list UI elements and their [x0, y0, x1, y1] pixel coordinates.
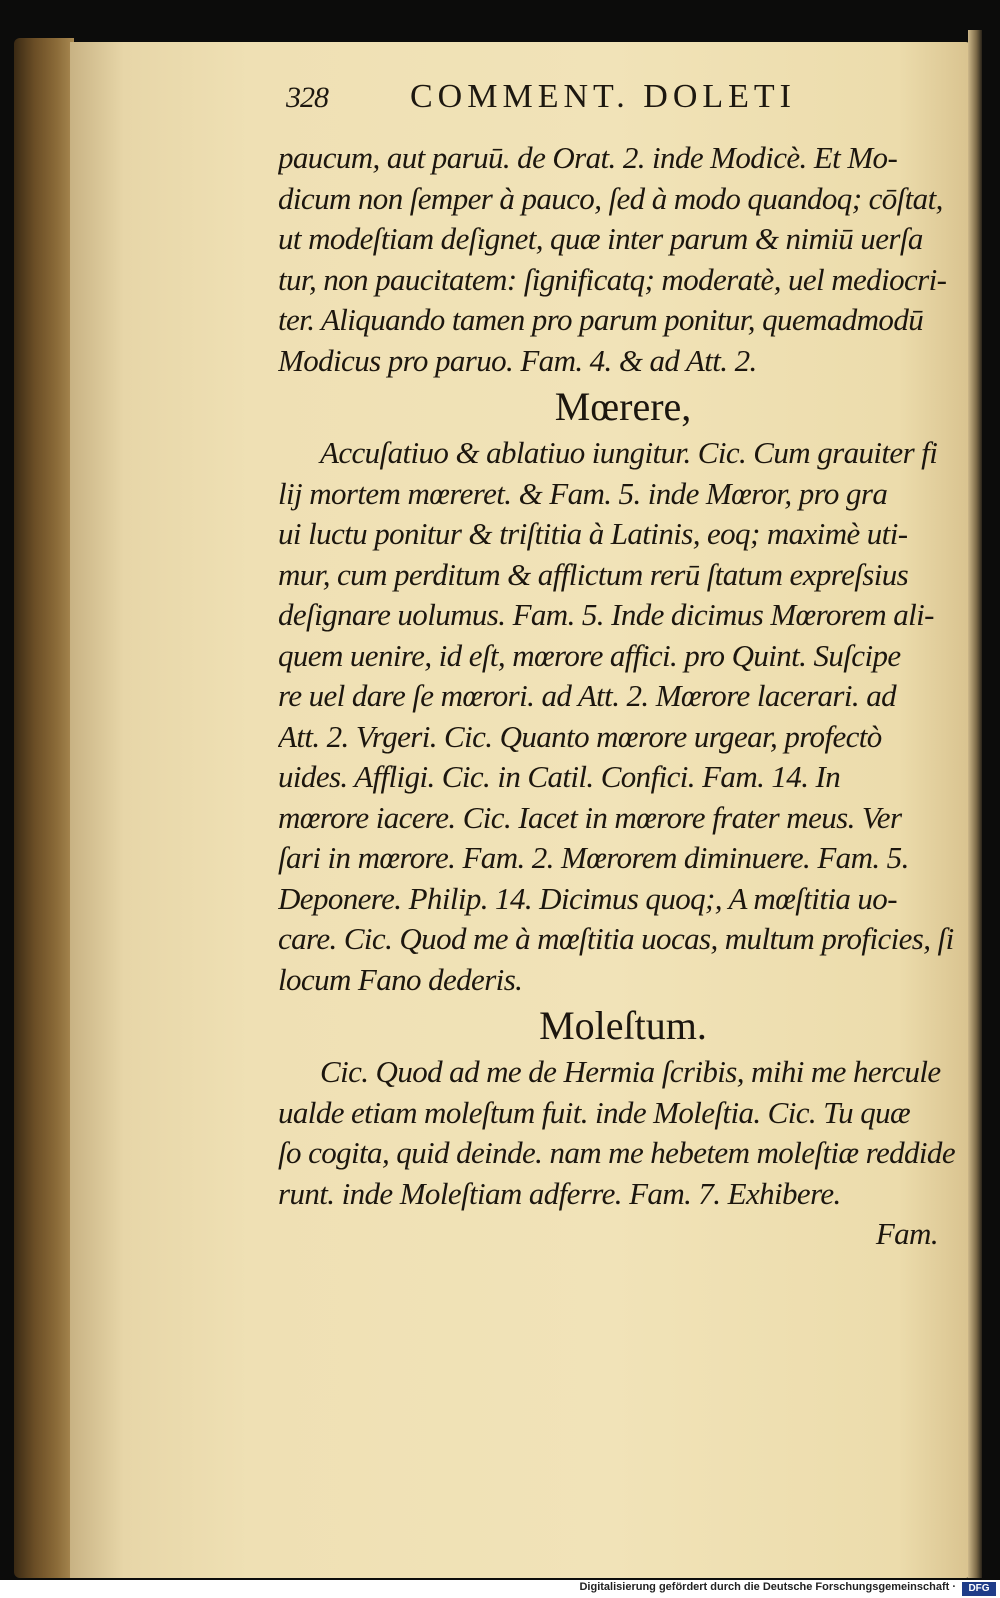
text-line: re uel dare ſe mœrori. ad Att. 2. Mœrore lacerari. ad — [278, 678, 897, 713]
text-line: ualde etiam moleſtum fuit. inde Moleſtia. Cic. Tu quæ — [278, 1094, 911, 1130]
text-line: deſignare uolumus. Fam. 5. Inde dicimus Mœrorem ali- — [278, 597, 934, 632]
text-line: locum Fano dederis. — [278, 961, 523, 997]
text-line: paucum, aut paruū. de Orat. 2. inde Modicè. Et Mo- — [278, 140, 898, 175]
text-line: ui luctu ponitur & triſtitia à Latinis, eoq; maximè uti- — [278, 516, 908, 551]
page-header — [286, 78, 886, 134]
text-line: mur, cum perditum & afflictum rerū ſtatum expreſsius — [278, 556, 909, 592]
dfg-logo: DFG — [962, 1582, 996, 1596]
book-spine-edge — [14, 38, 74, 1578]
text-line: quem uenire, id eſt, mœrore affici. pro Quint. Suſcipe — [278, 637, 901, 673]
text-line: tur, non paucitatem: ſignificatq; moderatè, uel mediocri- — [278, 261, 947, 297]
page-number: 328 — [286, 81, 328, 114]
catchword: Fam. — [875, 1216, 938, 1251]
text-line: ut modeſtiam deſignet, quæ inter parum & nimiū uerſa — [278, 221, 923, 256]
text-line: mœrore iacere. Cic. Iacet in mœrore frater meus. Ver — [278, 799, 902, 835]
text-line: Cic. Quod ad me de Hermia ſcribis, mihi me hercule — [320, 1054, 941, 1089]
text-line: ſari in mœrore. Fam. 2. Mœrorem diminuere. Fam. 5. — [278, 840, 909, 875]
text-line: Att. 2. Vrgeri. Cic. Quanto mœrore urgear, profectò — [278, 718, 882, 754]
headword-moerere: Mœrere, — [554, 384, 692, 429]
text-line: Accuſatiuo & ablatiuo iungitur. Cic. Cum grauiter fi — [320, 435, 938, 470]
headword-molestum: Moleſtum. — [539, 1003, 707, 1048]
text-line: runt. inde Moleſtiam adferre. Fam. 7. Exhibere. — [278, 1175, 841, 1211]
text-line: lij mortem mœreret. & Fam. 5. inde Mœror, pro gra — [278, 475, 888, 511]
text-line: ter. Aliquando tamen pro parum ponitur, quemadmodū — [278, 302, 924, 337]
text-line: Deponere. Philip. 14. Dicimus quoq;, A mœſtitia uo- — [278, 880, 897, 916]
text-line: ſo cogita, quid deinde. nam me hebetem moleſtiæ reddide — [278, 1135, 955, 1170]
text-line: care. Cic. Quod me à mœſtitia uocas, multum proficies, ſi — [278, 921, 954, 956]
running-head: COMMENT. DOLETI — [410, 78, 796, 115]
body-text — [278, 138, 968, 1255]
text-line: Modicus pro paruo. Fam. 4. & ad Att. 2. — [278, 342, 757, 378]
page-right-edge — [968, 30, 982, 1578]
text-line: dicum non ſemper à pauco, ſed à modo quandoq; cōſtat, — [278, 180, 943, 216]
funding-credit: Digitalisierung gefördert durch die Deutsche Forschungsgemeinschaft · — [579, 1581, 956, 1593]
text-line: uides. Affligi. Cic. in Catil. Confici. Fam. 14. In — [278, 759, 841, 794]
